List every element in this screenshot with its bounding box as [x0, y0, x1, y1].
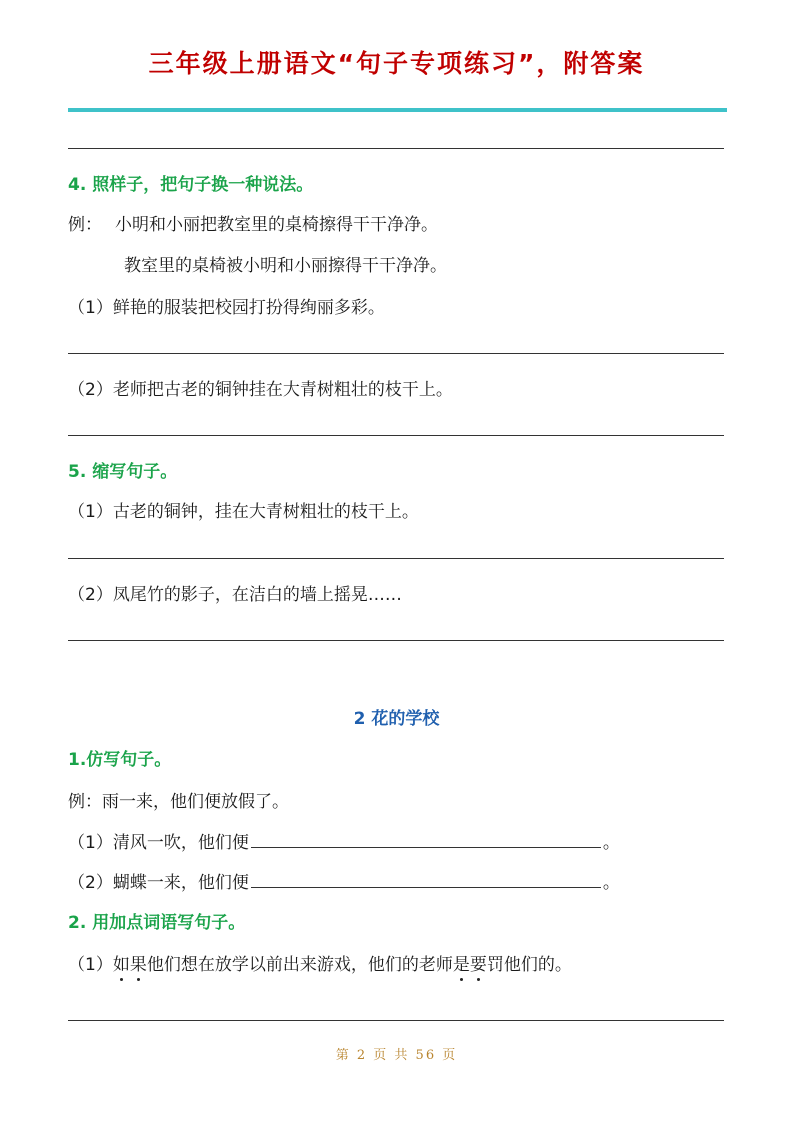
item-text: 罚他们的。 — [486, 955, 572, 975]
lesson-q1-item-2 — [68, 868, 620, 893]
dotted-word-char: 是 — [452, 955, 470, 975]
item-end: 。 — [602, 873, 620, 893]
lesson-q2-item-1 — [68, 950, 572, 975]
lesson-q2-heading: 2. 用加点词语写句子。 — [68, 913, 246, 933]
answer-line — [68, 558, 724, 559]
answer-line — [68, 435, 724, 436]
answer-line — [68, 1020, 724, 1021]
lesson-q1-example: 例：雨一来，他们便放假了。 — [68, 792, 289, 812]
question-4-item-2: （2）老师把古老的铜钟挂在大青树粗壮的枝干上。 — [68, 380, 453, 400]
item-number: （1） — [68, 955, 113, 975]
dotted-word-char: 要 — [469, 955, 487, 975]
item-text: 他们想在放学以前出来游戏，他们的老师 — [146, 955, 453, 975]
page-title: 三年级上册语文“句子专项练习”，附答案 — [148, 49, 645, 78]
item-text: （2）蝴蝶一来，他们便 — [68, 873, 249, 893]
item-text: （1）清风一吹，他们便 — [68, 833, 249, 853]
dotted-word-char: 如 — [112, 955, 130, 975]
question-5-item-1: （1）古老的铜钟，挂在大青树粗壮的枝干上。 — [68, 502, 419, 522]
dotted-word-char: 果 — [129, 955, 147, 975]
lesson-q1-item-1 — [68, 828, 620, 853]
question-5-heading: 5. 缩写句子。 — [68, 462, 178, 482]
answer-line — [68, 148, 724, 149]
lesson-title: 2 花的学校 — [353, 709, 440, 729]
question-4-heading: 4. 照样子，把句子换一种说法。 — [68, 175, 314, 195]
fill-in-blank[interactable] — [251, 831, 601, 848]
item-end: 。 — [602, 833, 620, 853]
page-footer: 第 2 页 共 56 页 — [335, 1048, 458, 1063]
answer-line — [68, 640, 724, 641]
answer-line — [68, 353, 724, 354]
title-divider — [68, 108, 727, 112]
fill-in-blank[interactable] — [251, 871, 601, 888]
example-sentence-1: 小明和小丽把教室里的桌椅擦得干干净净。 — [115, 215, 438, 235]
lesson-q1-heading: 1.仿写句子。 — [68, 750, 172, 770]
example-sentence-2: 教室里的桌椅被小明和小丽擦得干干净净。 — [124, 256, 447, 276]
question-4-item-1: （1）鲜艳的服装把校园打扮得绚丽多彩。 — [68, 298, 385, 318]
question-5-item-2: （2）凤尾竹的影子，在洁白的墙上摇晃…… — [68, 585, 402, 605]
example-label: 例： — [68, 215, 102, 235]
